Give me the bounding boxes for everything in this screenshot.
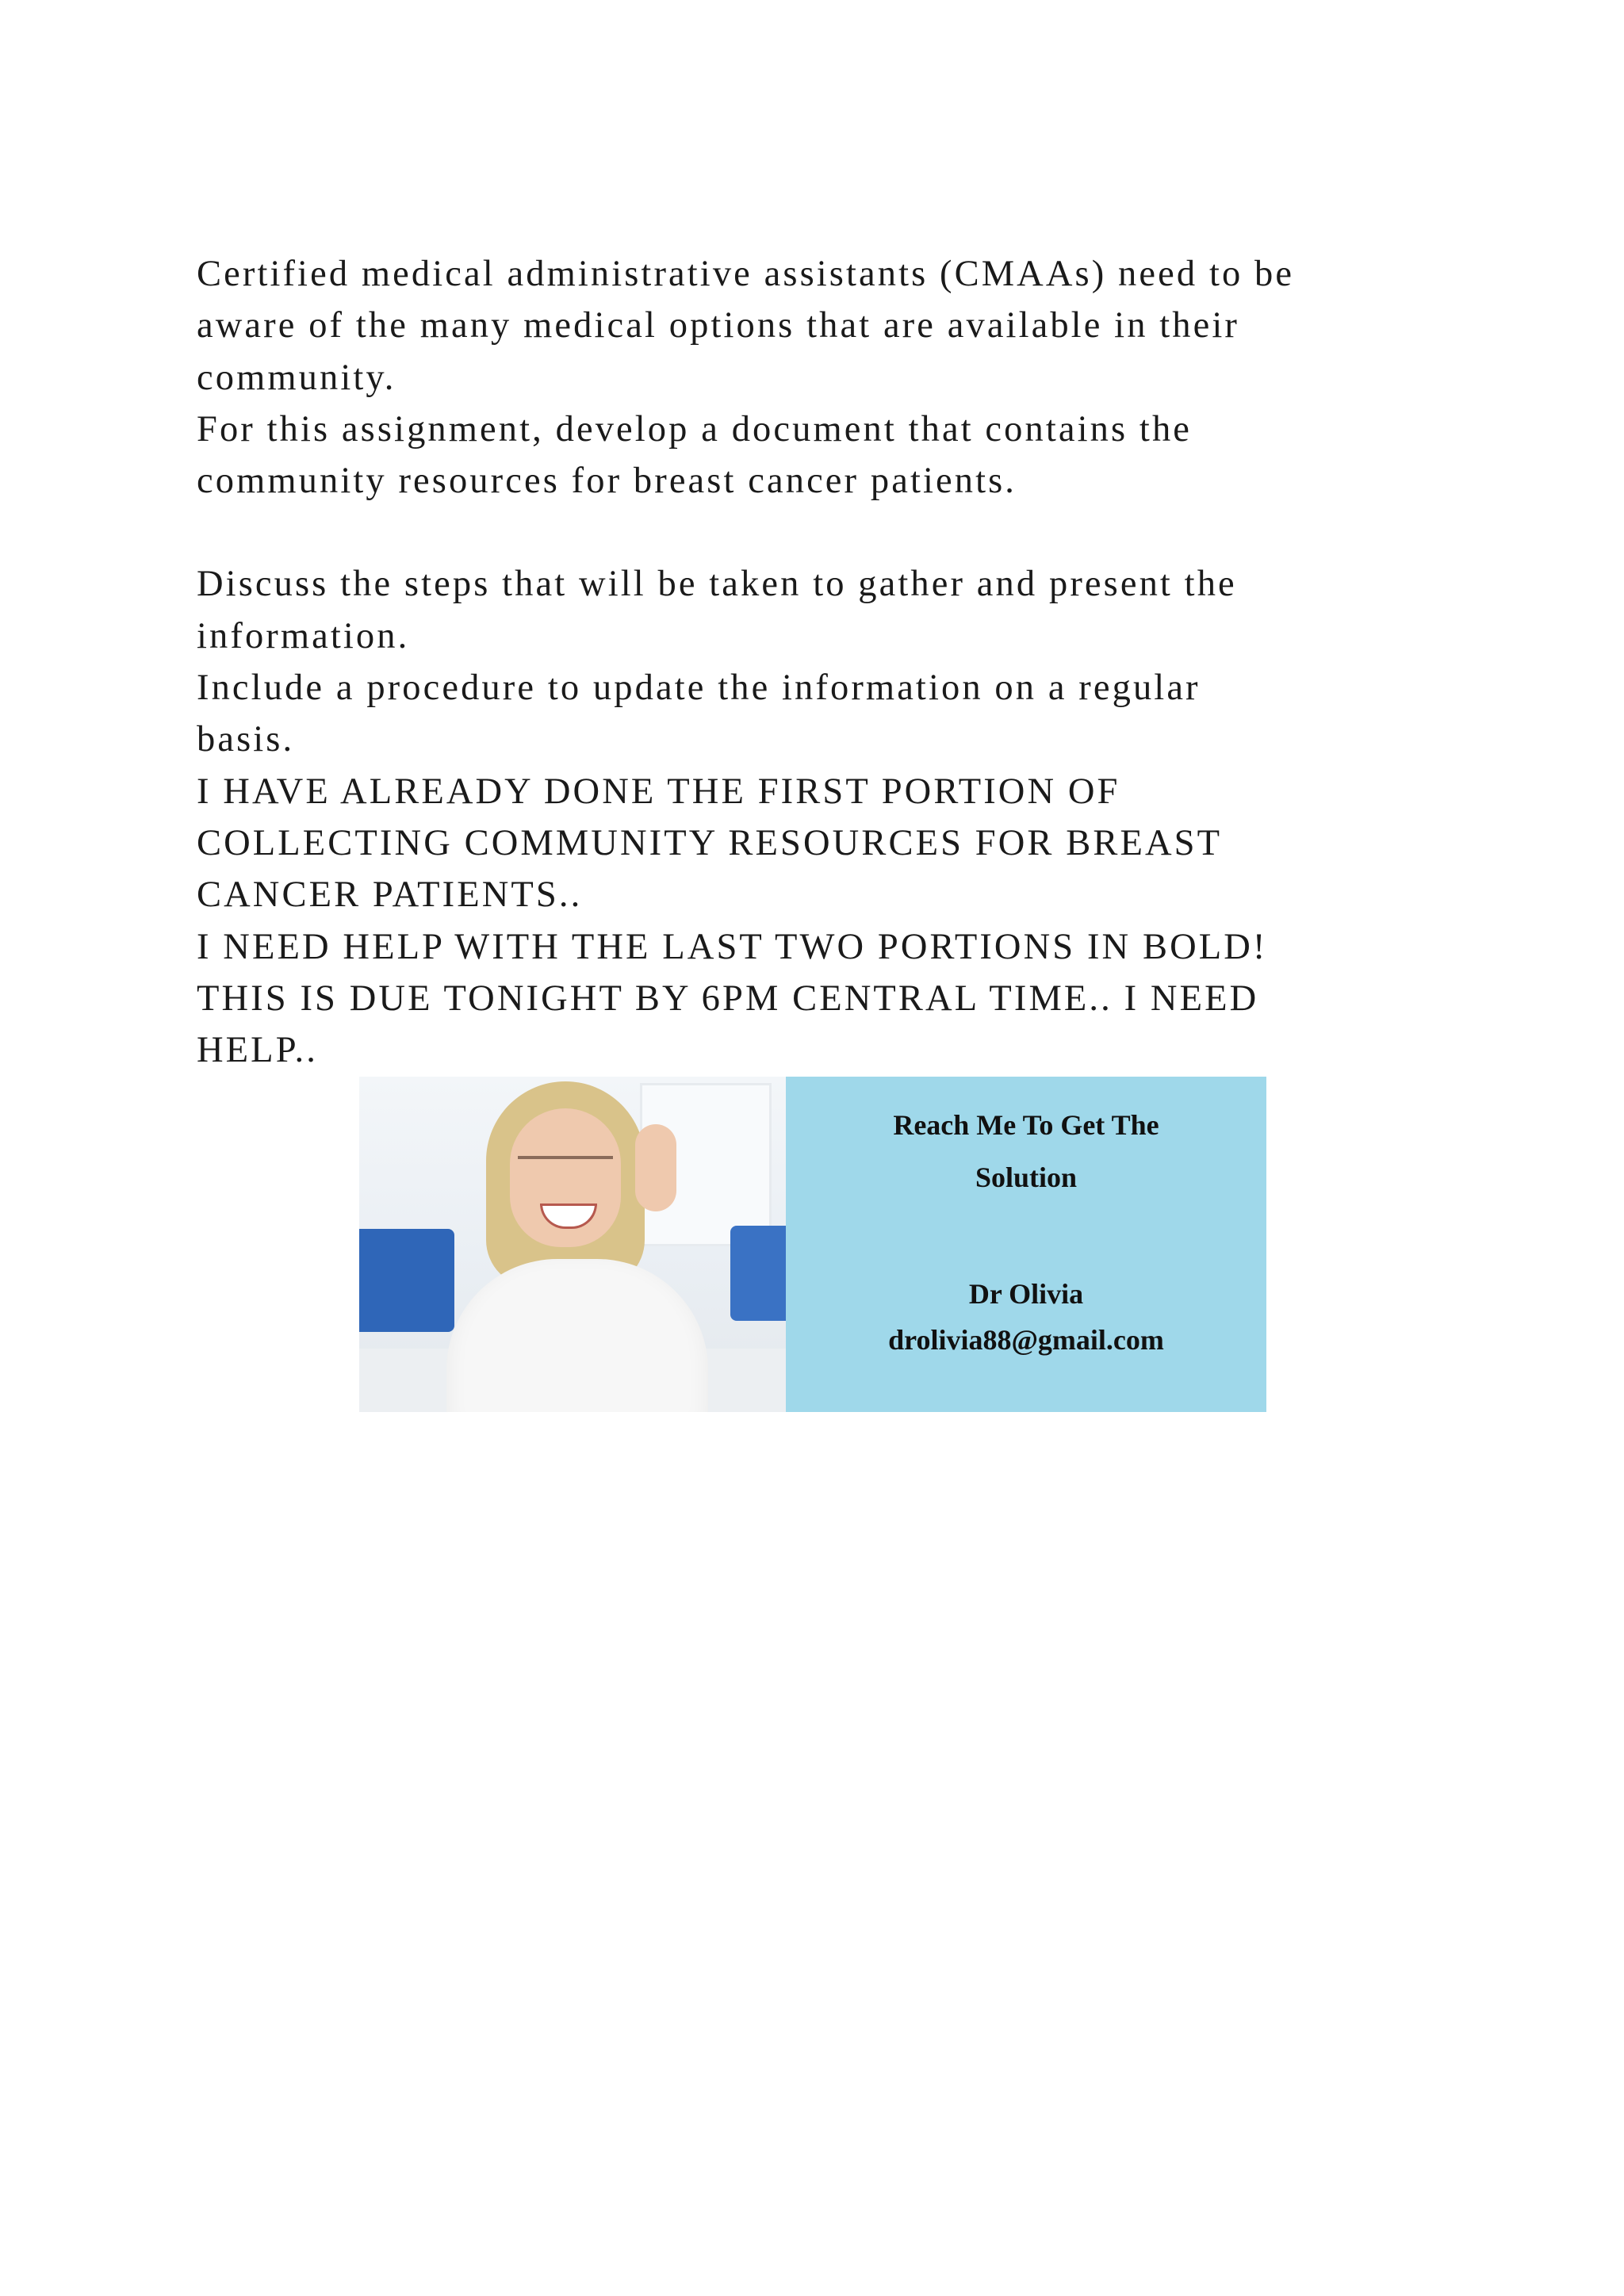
woman-photo xyxy=(359,1077,786,1412)
paragraph-assignment: For this assignment, develop a document that contains the community resources for breast cancer patients. xyxy=(197,408,1193,502)
paragraph-help-request: I NEED HELP WITH THE LAST TWO PORTIONS IN BOLD! THIS IS DUE TONIGHT BY 6PM CENTRAL TIME.. I NEED HELP.. xyxy=(197,926,1268,1071)
paragraph-procedure: Include a procedure to update the information on a regular basis. xyxy=(197,668,1201,760)
contact-banner xyxy=(359,1077,1266,1412)
contact-email[interactable]: drolivia88@gmail.com xyxy=(888,1324,1164,1356)
contact-name: Dr Olivia xyxy=(968,1278,1084,1310)
hand-shape xyxy=(635,1124,676,1211)
blue-chair-left xyxy=(359,1229,454,1332)
cta-text: Reach Me To Get The Solution xyxy=(893,1109,1159,1193)
paragraph-steps: Discuss the steps that will be taken to gather and present the information. xyxy=(197,564,1237,656)
document-body xyxy=(197,248,1481,1076)
glasses-shape xyxy=(518,1156,613,1181)
paragraph-done-note: I HAVE ALREADY DONE THE FIRST PORTION OF COLLECTING COMMUNITY RESOURCES FOR BREAST CANCER PATIENTS.. xyxy=(197,771,1223,916)
contact-panel xyxy=(786,1077,1266,1412)
white-blouse xyxy=(446,1259,708,1412)
paragraph-spacer xyxy=(197,507,1481,558)
paragraph-intro: Certified medical administrative assistants (CMAAs) need to be aware of the many medical options that are available in their community. xyxy=(197,254,1295,398)
blue-chair-right xyxy=(730,1226,786,1321)
